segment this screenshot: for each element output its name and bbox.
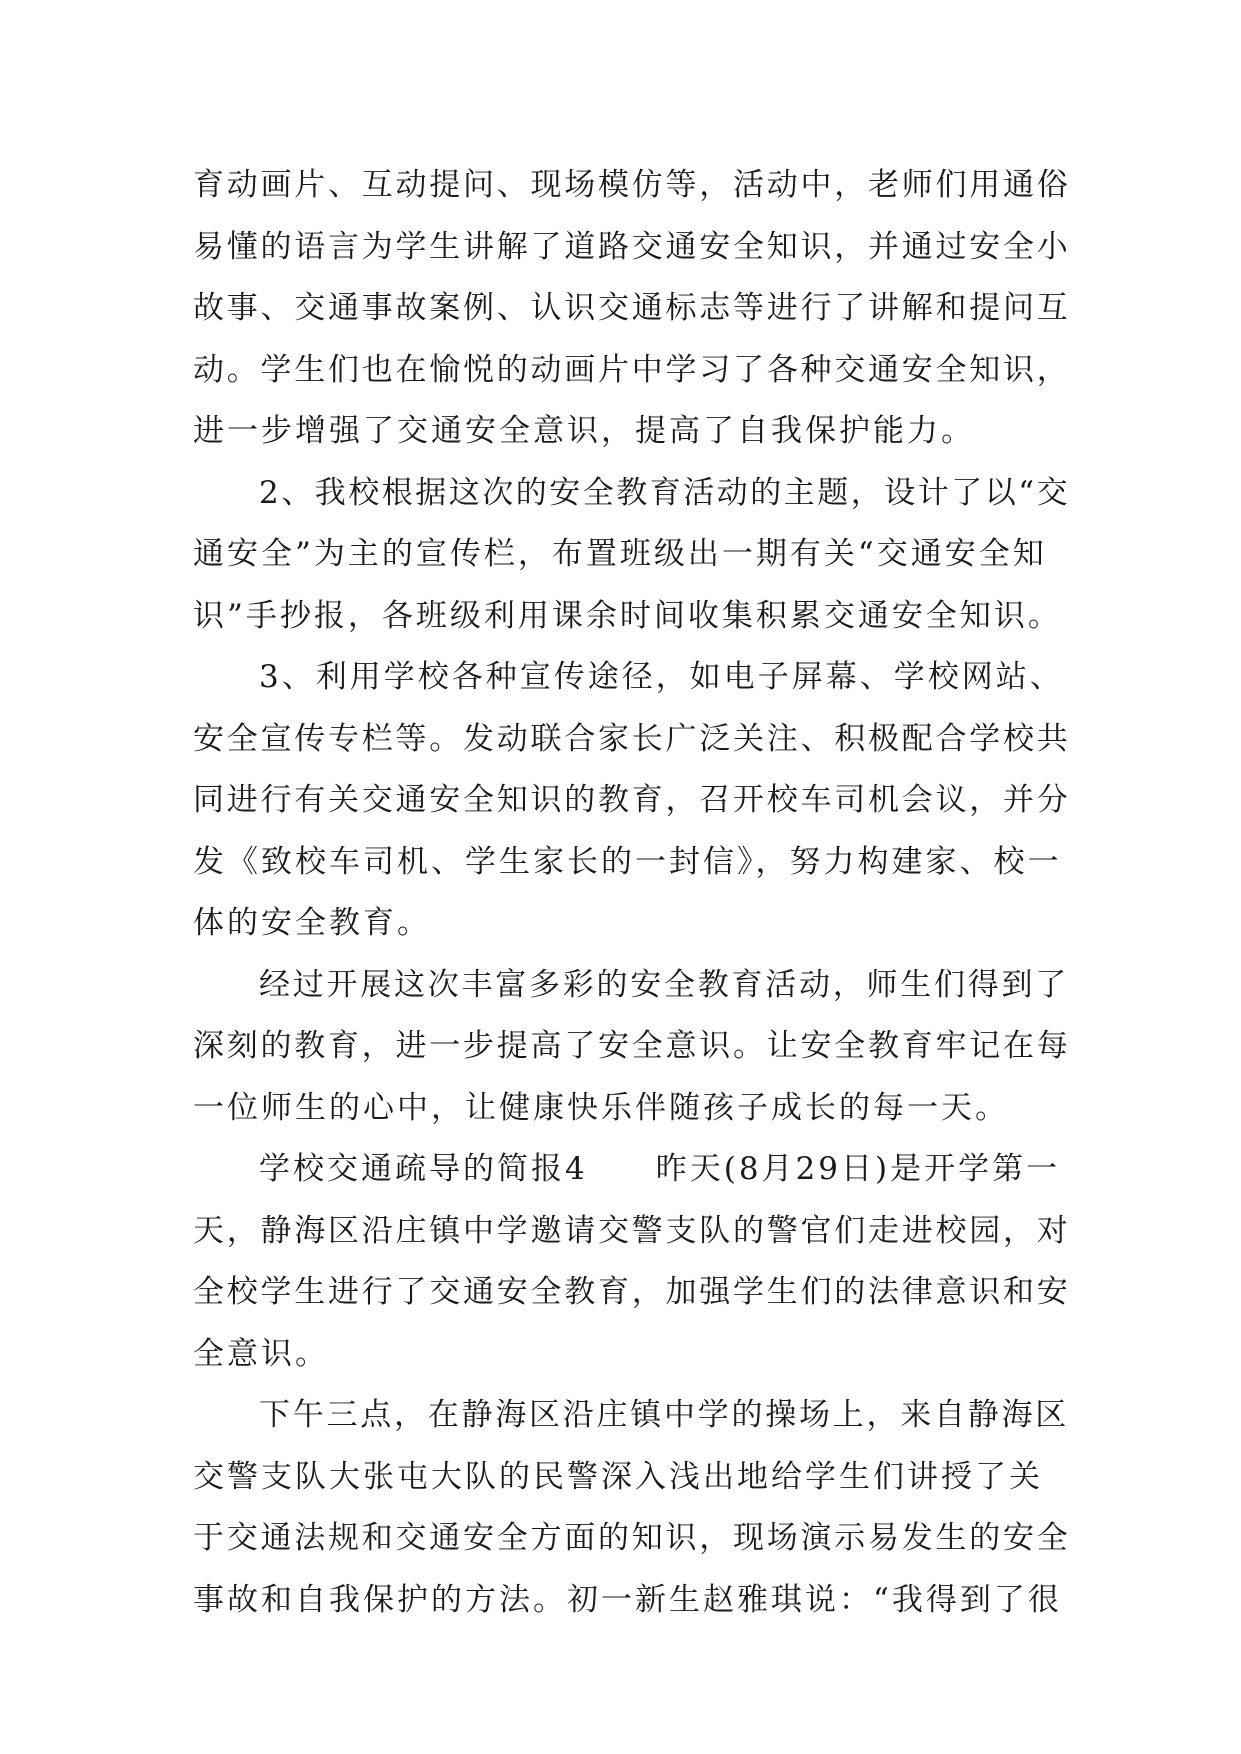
text-line: 事故和自我保护的方法。初一新生赵雅琪说：“我得到了很 bbox=[193, 1581, 1062, 1618]
text-line: 育动画片、互动提问、现场模仿等，活动中，老师们用通俗 bbox=[193, 167, 1071, 203]
text-line: 识”手抄报，各班级利用课余时间收集积累交通安全知识。 bbox=[193, 597, 1062, 634]
paragraph-5 bbox=[193, 1139, 1073, 1385]
text-line: 2、我校根据这次的安全教育活动的主题，设计了以“交 bbox=[259, 474, 1071, 511]
text-line: 进一步增强了交通安全意识，提高了自我保护能力。 bbox=[193, 413, 975, 449]
text-line: 于交通法规和交通安全方面的知识，现场演示易发生的安全 bbox=[193, 1520, 1071, 1556]
text-line: 故事、交通事故案例、认识交通标志等进行了讲解和提问互 bbox=[193, 290, 1071, 326]
text-line: 发《致校车司机、学生家长的一封信》，努力构建家、校一 bbox=[193, 843, 1062, 880]
text-line: 同进行有关交通安全知识的教育，召开校车司机会议，并分 bbox=[193, 782, 1071, 818]
text-line: 一位师生的心中，让健康快乐伴随孩子成长的每一天。 bbox=[193, 1089, 1009, 1126]
text-line: 全意识。 bbox=[193, 1335, 329, 1372]
text-line: 3、利用学校各种宣传途径，如电子屏幕、学校网站、 bbox=[259, 659, 1064, 695]
text-line: 天，静海区沿庄镇中学邀请交警支队的警官们走进校园，对 bbox=[193, 1212, 1071, 1249]
text-line: 经过开展这次丰富多彩的安全教育活动，师生们得到了 bbox=[259, 966, 1069, 1003]
text-line: 深刻的教育，进一步提高了安全意识。让安全教育牢记在每 bbox=[193, 1028, 1071, 1064]
paragraph-4 bbox=[193, 955, 1073, 1140]
text-line: 通安全”为主的宣传栏，布置班级出一期有关“交通安全知 bbox=[193, 536, 1047, 572]
text-line: 动。学生们也在愉悦的动画片中学习了各种交通安全知识， bbox=[193, 351, 1071, 388]
paragraph-2 bbox=[193, 463, 1073, 648]
text-line: 全校学生进行了交通安全教育，加强学生们的法律意识和安 bbox=[193, 1274, 1071, 1310]
text-line: 安全宣传专栏等。发动联合家长广泛关注、积极配合学校共 bbox=[193, 720, 1071, 757]
text-line: 体的安全教育。 bbox=[193, 905, 431, 941]
paragraph-6 bbox=[193, 1385, 1073, 1631]
paragraph-3 bbox=[193, 647, 1073, 955]
text-line: 易懂的语言为学生讲解了道路交通安全知识，并通过安全小 bbox=[193, 228, 1071, 265]
paragraph-1 bbox=[193, 155, 1073, 463]
document-body bbox=[193, 155, 1073, 1631]
text-line: 交警支队大张屯大队的民警深入浅出地给学生们讲授了关 bbox=[193, 1458, 1043, 1495]
text-line: 下午三点，在静海区沿庄镇中学的操场上，来自静海区 bbox=[259, 1397, 1069, 1433]
text-line: 学校交通疏导的简报4 昨天(8月29日)是开学第一 bbox=[259, 1151, 1061, 1187]
